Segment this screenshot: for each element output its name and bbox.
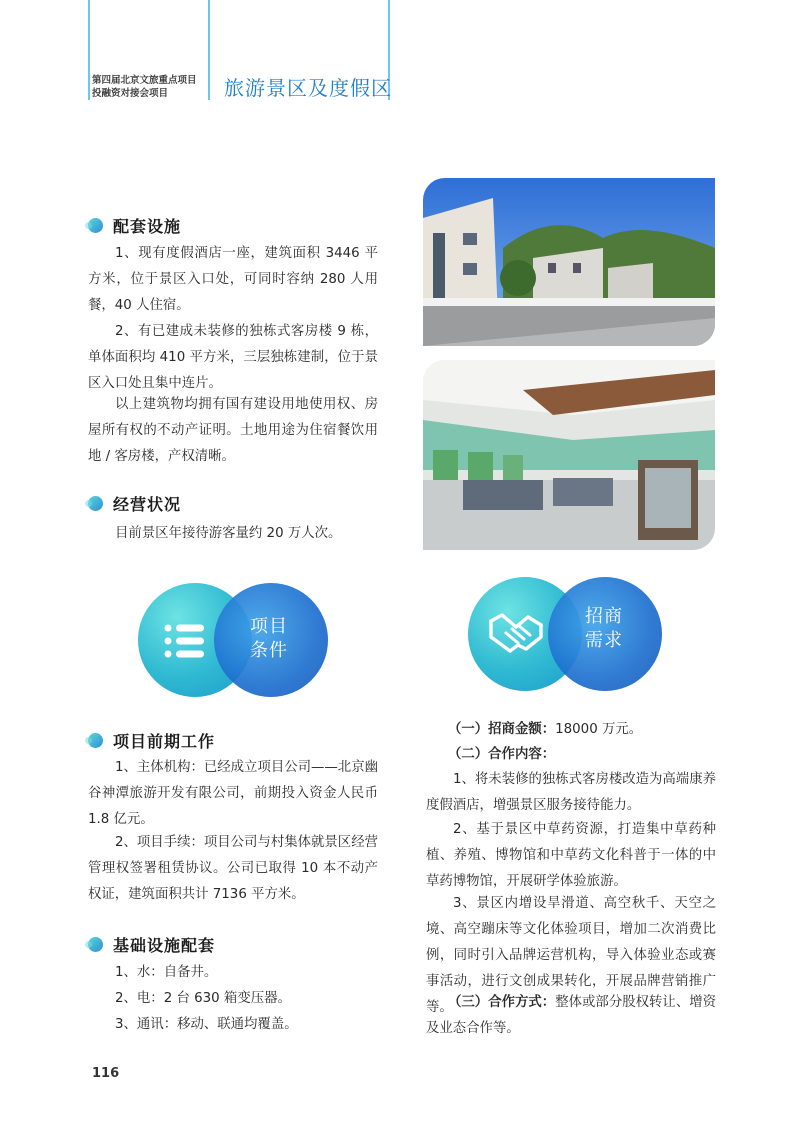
photo-hotel-exterior bbox=[423, 178, 715, 346]
section-heading-facilities bbox=[88, 214, 181, 237]
bullet-icon bbox=[88, 496, 103, 511]
header-subtitle bbox=[92, 74, 197, 100]
preliminary-paragraph-2: 2、项目手续：项目公司与村集体就景区经营管理权签署租赁协议。公司已取得 10 本不动产权证，建筑面积共计 7136 平方米。 bbox=[88, 835, 378, 902]
badge-label-line2: 条件 bbox=[250, 640, 288, 661]
cooperation-item-2: 2、基于景区中草药资源，打造集中草药种植、养殖、博物馆和中草药文化科普于一体的中草药博物馆，开展研学体验旅游。 bbox=[426, 822, 716, 889]
header-title: 旅游景区及度假区 bbox=[224, 76, 392, 100]
operation-paragraph: 目前景区年接待游客量约 20 万人次。 bbox=[115, 526, 342, 541]
investment-amount bbox=[426, 717, 716, 743]
investment-amount-value: 18000 万元。 bbox=[555, 722, 643, 737]
section-heading-preliminary bbox=[88, 729, 215, 752]
investment-amount-label: （一）招商金额： bbox=[448, 722, 556, 737]
cooperation-mode-value: 整体或部分股权转让、增资及业态合作等。 bbox=[426, 995, 717, 1036]
cooperation-mode-label: （三）合作方式： bbox=[448, 995, 556, 1010]
header-subtitle-line1: 第四届北京文旅重点项目 bbox=[92, 75, 197, 86]
list-icon bbox=[164, 623, 206, 659]
header-subtitle-line2: 投融资对接会项目 bbox=[92, 88, 169, 99]
photo-dining-hall bbox=[423, 360, 715, 550]
badge-label-line1: 招商 bbox=[585, 606, 623, 627]
facilities-paragraph-3: 以上建筑物均拥有国有建设用地使用权、房屋所有权的不动产证明。土地用途为住宿餐饮用地 / 客房楼，产权清晰。 bbox=[88, 397, 378, 464]
cooperation-item-3: 3、景区内增设旱滑道、高空秋千、天空之境、高空蹦床等文化体验项目，增加二次消费比例，同时引入品牌运营机构，导入体验业态或赛事活动，进行文创成果转化，开展品牌营销推广等。 bbox=[426, 896, 716, 1015]
infrastructure-item-power: 2、电：2 台 630 箱变压器。 bbox=[115, 991, 291, 1006]
section-title: 经营状况 bbox=[113, 495, 182, 514]
infrastructure-item-telecom: 3、通讯：移动、联通均覆盖。 bbox=[115, 1017, 298, 1032]
cooperation-mode bbox=[426, 990, 716, 1042]
page-number: 116 bbox=[92, 1066, 120, 1081]
badge-label bbox=[242, 615, 296, 663]
badge-label-line1: 项目 bbox=[250, 616, 288, 637]
bullet-icon bbox=[88, 937, 103, 952]
facilities-paragraph-1: 1、现有度假酒店一座，建筑面积 3446 平方米，位于景区入口处，可同时容纳 280 人用餐，40 人住宿。 bbox=[88, 246, 378, 313]
section-heading-infrastructure bbox=[88, 933, 215, 956]
cooperation-content bbox=[426, 742, 716, 768]
handshake-icon bbox=[488, 611, 544, 655]
bullet-icon bbox=[88, 733, 103, 748]
cooperation-item-1: 1、将未装修的独栋式客房楼改造为高端康养度假酒店，增强景区服务接待能力。 bbox=[426, 772, 716, 813]
section-title: 基础设施配套 bbox=[113, 936, 216, 955]
header-line-left bbox=[88, 0, 90, 100]
section-title: 配套设施 bbox=[113, 217, 182, 236]
section-title: 项目前期工作 bbox=[113, 732, 216, 751]
badge-label bbox=[576, 605, 632, 653]
bullet-icon bbox=[88, 218, 103, 233]
preliminary-paragraph-1: 1、主体机构：已经成立项目公司——北京幽谷神潭旅游开发有限公司，前期投入资金人民币 1.8 亿元。 bbox=[88, 760, 378, 827]
badge-project-conditions bbox=[138, 583, 330, 698]
header-line-mid bbox=[208, 0, 210, 100]
infrastructure-item-water: 1、水：自备井。 bbox=[115, 965, 218, 980]
facilities-paragraph-2: 2、有已建成未装修的独栋式客房楼 9 栋，单体面积均 410 平方米，三层独栋建制，位于景区入口处且集中连片。 bbox=[88, 324, 378, 391]
badge-label-line2: 需求 bbox=[585, 630, 623, 651]
cooperation-content-label: （二）合作内容： bbox=[448, 747, 556, 762]
section-heading-operation bbox=[88, 492, 181, 515]
badge-investment-needs bbox=[468, 575, 664, 693]
